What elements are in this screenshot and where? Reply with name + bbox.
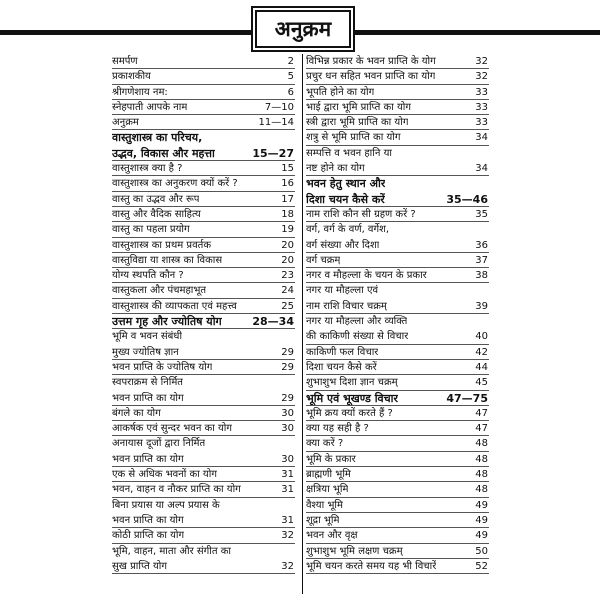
toc-page-number: 15 bbox=[281, 163, 294, 175]
toc-entry bbox=[306, 360, 489, 375]
toc-entry bbox=[306, 299, 489, 314]
toc-entry bbox=[306, 85, 489, 100]
toc-entry-title: भूमि के प्रकार bbox=[306, 453, 356, 465]
toc-entry-title: दिशा चयन कैसे करें bbox=[306, 361, 377, 373]
toc-entry bbox=[112, 513, 295, 528]
toc-page-number: 50 bbox=[475, 545, 488, 557]
toc-page-number: 29 bbox=[281, 346, 294, 358]
toc-entry bbox=[112, 452, 295, 467]
toc-page-number: 6 bbox=[287, 86, 294, 98]
toc-entry bbox=[306, 100, 489, 115]
toc-entry-title: विभिन्न प्रकार के भवन प्राप्ति के योग bbox=[306, 56, 436, 67]
toc-page-number: 29 bbox=[281, 392, 294, 404]
toc-entry-title: मुख्य ज्योतिष ज्ञान bbox=[112, 346, 179, 358]
toc-entry bbox=[112, 391, 295, 406]
toc-page-number: 47—75 bbox=[446, 391, 488, 405]
toc-entry-title: क्षत्रिया भूमि bbox=[306, 484, 349, 496]
toc-page-number: 48 bbox=[475, 438, 488, 450]
toc-entry bbox=[306, 69, 489, 84]
toc-entry bbox=[112, 115, 295, 130]
toc-page-number: 47 bbox=[475, 407, 488, 419]
page-title: अनुक्रम bbox=[274, 16, 332, 41]
toc-entry bbox=[112, 161, 295, 176]
toc-page-number: 32 bbox=[475, 71, 488, 83]
toc-entry bbox=[306, 345, 489, 360]
toc-entry-title: सुख प्राप्ति योग bbox=[112, 560, 167, 572]
toc-page-number: 35—46 bbox=[446, 192, 488, 206]
toc-page-number: 32 bbox=[475, 56, 488, 67]
toc-chapter-heading bbox=[306, 192, 489, 207]
toc-page-number: 33 bbox=[475, 117, 488, 129]
title-box bbox=[255, 10, 351, 48]
toc-entry bbox=[112, 345, 295, 360]
toc-page-number: 48 bbox=[475, 453, 488, 465]
toc-page-number: 32 bbox=[281, 560, 294, 572]
toc-entry-title: नगर व मौहल्ला के चयन के प्रकार bbox=[306, 270, 427, 282]
toc-page-number: 47 bbox=[475, 423, 488, 435]
toc-entry-title: वास्तुशास्त्र का परिचय, bbox=[112, 131, 203, 145]
toc-entry-title: भवन हेतु स्थान और bbox=[306, 177, 386, 191]
toc-page-number: 5 bbox=[287, 71, 294, 83]
toc-entry-title: भवन प्राप्ति का योग bbox=[112, 453, 184, 465]
toc-entry bbox=[306, 329, 489, 344]
toc-entry-title: भवन प्राप्ति के ज्योतिष योग bbox=[112, 361, 213, 373]
toc-entry-title: वास्तुशास्त्र का अनुकरण क्यों करें ? bbox=[112, 178, 238, 190]
toc-page-number: 42 bbox=[475, 346, 488, 358]
toc-page-number: 16 bbox=[281, 178, 294, 190]
toc-page-number: 17 bbox=[281, 193, 294, 205]
toc-entry-title: वर्ग, वर्ग के वर्ण, वर्गेश, bbox=[306, 224, 390, 236]
toc-entry-title: भवन प्राप्ति का योग bbox=[112, 514, 184, 526]
toc-entry bbox=[306, 436, 489, 451]
toc-entry-title: शुभाशुभ भूमि लक्षण चक्रम् bbox=[306, 545, 403, 557]
toc-entry bbox=[112, 207, 295, 222]
toc-page-number: 30 bbox=[281, 407, 294, 419]
toc-entry-title: वास्तुशास्त्र का प्रथम प्रवर्तक bbox=[112, 239, 212, 251]
toc-entry bbox=[306, 54, 489, 69]
toc-entry-title: ब्राह्मणी भूमि bbox=[306, 469, 351, 481]
toc-page-number: 32 bbox=[281, 530, 294, 542]
toc-entry bbox=[112, 498, 295, 513]
toc-entry-title: काकिणी फल विचार bbox=[306, 346, 379, 358]
toc-entry-title: भवन, वाहन व नौकर प्राप्ति का योग bbox=[112, 484, 241, 496]
toc-page-number: 36 bbox=[475, 239, 488, 251]
toc-entry bbox=[112, 375, 295, 390]
toc-entry bbox=[112, 406, 295, 421]
toc-page-number: 35 bbox=[475, 208, 488, 220]
toc-entry-title: नष्ट होने का योग bbox=[306, 163, 365, 175]
toc-entry bbox=[112, 528, 295, 543]
toc-entry bbox=[112, 482, 295, 497]
toc-entry-title: वैश्या भूमि bbox=[306, 499, 343, 511]
toc-page-number: 37 bbox=[475, 254, 488, 266]
toc-entry-title: भूपति होने का योग bbox=[306, 86, 375, 98]
toc-entry-title: स्त्री द्वारा भूमि प्राप्ति का योग bbox=[306, 117, 409, 129]
toc-entry bbox=[306, 207, 489, 222]
toc-right-column bbox=[306, 54, 489, 574]
toc-entry-title: नगर या मौहल्ला और व्यक्ति bbox=[306, 316, 408, 328]
toc-page-number: 39 bbox=[475, 300, 488, 312]
toc-entry-title: कोठी प्राप्ति का योग bbox=[112, 530, 185, 542]
toc-page-number: 29 bbox=[281, 361, 294, 373]
toc-page-number: 20 bbox=[281, 239, 294, 251]
toc-entry bbox=[112, 436, 295, 451]
toc-page-number: 45 bbox=[475, 377, 488, 389]
toc-chapter-heading bbox=[306, 176, 489, 191]
toc-entry bbox=[112, 360, 295, 375]
toc-page-number: 18 bbox=[281, 208, 294, 220]
toc-page-number: 34 bbox=[475, 163, 488, 175]
toc-entry bbox=[306, 314, 489, 329]
toc-entry bbox=[112, 238, 295, 253]
toc-entry-title: समर्पण bbox=[112, 56, 138, 67]
toc-entry bbox=[306, 375, 489, 390]
toc-page-number: 30 bbox=[281, 423, 294, 435]
toc-entry-title: शुभाशुभ दिशा ज्ञान चक्रम् bbox=[306, 377, 398, 389]
toc-page-number: 23 bbox=[281, 270, 294, 282]
toc-entry-title: दिशा चयन कैसे करें bbox=[306, 192, 385, 206]
toc-chapter-heading bbox=[112, 130, 295, 145]
toc-page-number: 15—27 bbox=[252, 146, 294, 160]
toc-entry-title: भवन प्राप्ति का योग bbox=[112, 392, 184, 404]
toc-entry-title: की काकिणी संख्या से विचार bbox=[306, 331, 409, 343]
toc-entry bbox=[112, 253, 295, 268]
toc-page-number: 52 bbox=[475, 560, 488, 572]
toc-entry bbox=[306, 544, 489, 559]
toc-entry bbox=[112, 559, 295, 574]
toc-chapter-heading bbox=[306, 391, 489, 406]
toc-page-number: 33 bbox=[475, 101, 488, 113]
column-divider bbox=[302, 54, 303, 594]
toc-page-number: 34 bbox=[475, 132, 488, 144]
toc-entry-title: वर्ग चक्रम् bbox=[306, 254, 341, 266]
toc-page-number: 40 bbox=[475, 331, 488, 343]
toc-page-number: 2 bbox=[287, 56, 294, 67]
toc-entry-title: बिना प्रयास या अल्प प्रयास के bbox=[112, 499, 220, 511]
toc-page-number: 31 bbox=[281, 469, 294, 481]
toc-entry-title: नाम राशि विचार चक्रम् bbox=[306, 300, 387, 312]
toc-entry bbox=[306, 161, 489, 176]
toc-entry-title: भवन और वृक्ष bbox=[306, 530, 358, 542]
toc-entry bbox=[112, 421, 295, 436]
toc-entry-title: प्रकाशकीय bbox=[112, 71, 151, 83]
toc-entry-title: शूद्रा भूमि bbox=[306, 514, 340, 526]
toc-entry bbox=[306, 115, 489, 130]
toc-entry-title: प्रचुर धन सहित भवन प्राप्ति का योग bbox=[306, 71, 436, 83]
toc-entry-title: वर्ग संख्या और दिशा bbox=[306, 239, 380, 251]
toc-entry-title: अनुक्रम bbox=[112, 117, 139, 129]
toc-page-number: 11—14 bbox=[258, 117, 294, 129]
toc-entry-title: अनायास दूजों द्वारा निर्मित bbox=[112, 438, 206, 450]
toc-page-number: 38 bbox=[475, 270, 488, 282]
toc-entry bbox=[306, 513, 489, 528]
toc-entry bbox=[306, 482, 489, 497]
toc-entry bbox=[112, 299, 295, 314]
toc-entry-title: उद्भव, विकास और महत्ता bbox=[112, 146, 215, 160]
toc-entry bbox=[112, 268, 295, 283]
toc-chapter-heading bbox=[112, 314, 295, 329]
toc-entry bbox=[112, 85, 295, 100]
toc-entry-title: वास्तु और वैदिक साहित्य bbox=[112, 208, 201, 220]
toc-entry bbox=[306, 406, 489, 421]
toc-page-number: 28—34 bbox=[252, 315, 294, 329]
toc-page-number: 48 bbox=[475, 484, 488, 496]
toc-entry bbox=[306, 268, 489, 283]
toc-entry-title: वास्तु का उद्भव और रूप bbox=[112, 193, 200, 205]
toc-entry-title: एक से अधिक भवनों का योग bbox=[112, 469, 217, 481]
toc-entry-title: भूमि व भवन संबंधी bbox=[112, 331, 183, 343]
toc-page-number: 20 bbox=[281, 254, 294, 266]
toc-page-number: 49 bbox=[475, 499, 488, 511]
toc-entry bbox=[306, 222, 489, 237]
toc-entry-title: भूमि चयन करते समय यह भी विचारें bbox=[306, 560, 437, 572]
toc-left-column bbox=[112, 54, 295, 574]
toc-page-number: 24 bbox=[281, 285, 294, 297]
toc-entry-title: नगर या मौहल्ला एवं bbox=[306, 285, 379, 297]
toc-entry bbox=[112, 544, 295, 559]
toc-entry-title: वास्तुशास्त्र क्या है ? bbox=[112, 163, 183, 175]
toc-page-number: 33 bbox=[475, 86, 488, 98]
toc-entry bbox=[112, 54, 295, 69]
toc-entry-title: वास्तुकला और पंचमहाभूत bbox=[112, 285, 207, 297]
toc-entry bbox=[112, 192, 295, 207]
toc-entry-title: सम्पत्ति व भवन हानि या bbox=[306, 147, 392, 159]
toc-page-number: 30 bbox=[281, 453, 294, 465]
toc-entry-title: भूमि क्रय क्यों करते हैं ? bbox=[306, 407, 393, 419]
toc-entry-title: भूमि, वाहन, माता और संगीत का bbox=[112, 545, 231, 557]
toc-entry-title: स्नेहपाती आपके नाम bbox=[112, 101, 188, 113]
toc-entry bbox=[112, 222, 295, 237]
toc-entry bbox=[306, 498, 489, 513]
toc-entry bbox=[112, 176, 295, 191]
toc-entry-title: आकर्षक एवं सुन्दर भवन का योग bbox=[112, 423, 233, 435]
toc-entry bbox=[112, 329, 295, 344]
toc-entry-title: नाम राशि कौन सी ग्रहण करें ? bbox=[306, 208, 416, 220]
toc-entry-title: शत्रु से भूमि प्राप्ति का योग bbox=[306, 132, 401, 144]
toc-page-number: 49 bbox=[475, 530, 488, 542]
toc-entry bbox=[306, 253, 489, 268]
toc-entry bbox=[306, 559, 489, 574]
toc-entry bbox=[306, 528, 489, 543]
toc-entry-title: वास्तुशास्त्र की व्यापकता एवं महत्त्व bbox=[112, 300, 237, 312]
toc-entry-title: वास्तुविद्या या शास्त्र का विकास bbox=[112, 254, 223, 266]
toc-entry bbox=[306, 452, 489, 467]
toc-entry bbox=[306, 283, 489, 298]
toc-page-number: 19 bbox=[281, 224, 294, 236]
toc-entry-title: भूमि एवं भूखण्ड विचार bbox=[306, 391, 398, 405]
toc-page-number: 48 bbox=[475, 469, 488, 481]
toc-entry bbox=[306, 238, 489, 253]
toc-page-number: 7—10 bbox=[264, 101, 294, 113]
toc-entry-title: उत्तम गृह और ज्योतिष योग bbox=[112, 315, 222, 329]
toc-entry bbox=[306, 467, 489, 482]
toc-entry bbox=[112, 100, 295, 115]
toc-page-number: 44 bbox=[475, 361, 488, 373]
toc-page-number: 31 bbox=[281, 484, 294, 496]
toc-entry-title: योग्य स्थपति कौन ? bbox=[112, 270, 184, 282]
toc-entry bbox=[112, 283, 295, 298]
toc-entry bbox=[306, 130, 489, 145]
toc-entry-title: बंगले का योग bbox=[112, 407, 161, 419]
toc-entry bbox=[306, 421, 489, 436]
toc-entry-title: वास्तु का पहला प्रयोग bbox=[112, 224, 190, 236]
toc-entry-title: श्रीगणेशाय नम: bbox=[112, 86, 168, 98]
toc-chapter-heading bbox=[112, 146, 295, 161]
toc-entry bbox=[112, 467, 295, 482]
toc-entry bbox=[306, 146, 489, 161]
toc-entry-title: स्वपराक्रम से निर्मित bbox=[112, 377, 183, 389]
toc-page-number: 25 bbox=[281, 300, 294, 312]
toc-entry-title: भाई द्वारा भूमि प्राप्ति का योग bbox=[306, 101, 411, 113]
toc-entry bbox=[112, 69, 295, 84]
toc-page-number: 49 bbox=[475, 514, 488, 526]
toc-page-number: 31 bbox=[281, 514, 294, 526]
toc-entry-title: क्या यह सही है ? bbox=[306, 423, 369, 435]
toc-entry-title: क्या करें ? bbox=[306, 438, 344, 450]
